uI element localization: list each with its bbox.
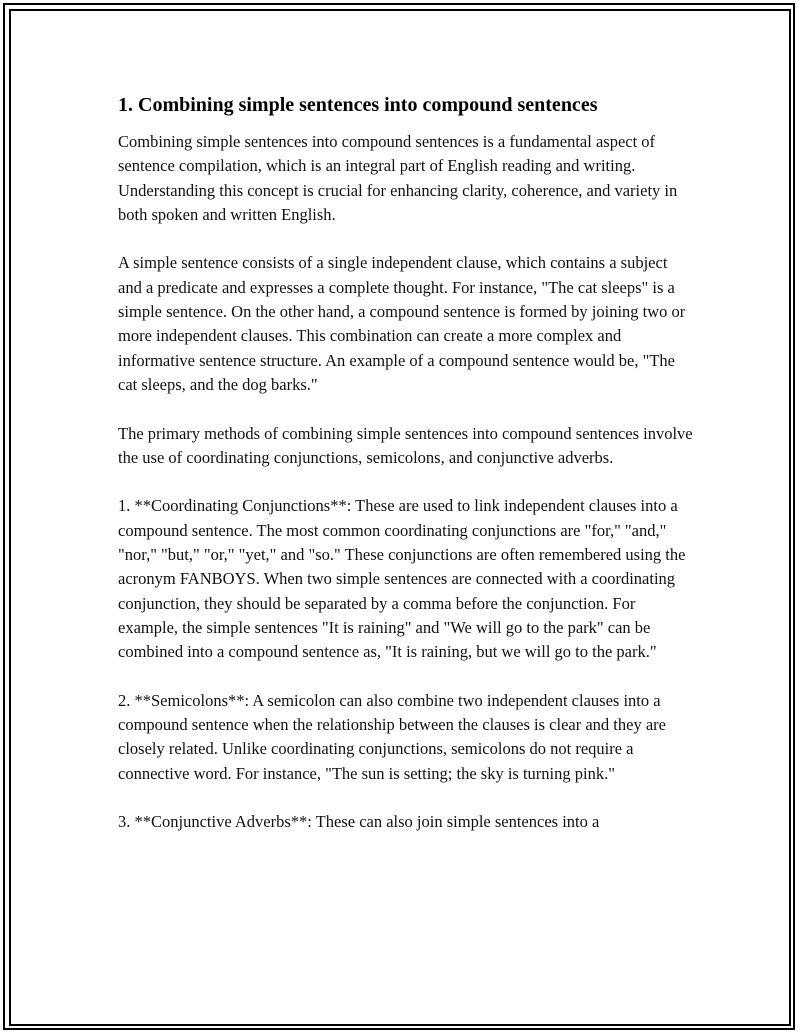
section-heading: 1. Combining simple sentences into compound sentences bbox=[118, 94, 598, 116]
paragraph-coordinating-conjunctions: 1. **Coordinating Conjunctions**: These are used to link independent clauses into a compound sentence. The most common coordinating conjunctions are "for," "and," "nor," "but," "or," "yet," and "so." These conjunctions are often remembered using the acronym FANBOYS. When two simple sentences are connected with a coordinating conjunction, they should be separated by a comma before the conjunction. For example, the simple sentences "It is raining" and "We will go to the park" can be combined into a compound sentence as, "It is raining, but we will go to the park." bbox=[118, 496, 686, 662]
paragraph-intro: Combining simple sentences into compound sentences is a fundamental aspect of sentence compilation, which is an integral part of English reading and writing. Understanding this concept is crucial for enhancing clarity, coherence, and variety in both spoken and written English. bbox=[118, 132, 678, 224]
paragraph-conjunctive-adverbs: 3. **Conjunctive Adverbs**: These can also join simple sentences into a bbox=[118, 812, 600, 832]
document-body bbox=[118, 92, 693, 859]
paragraph-simple-vs-compound: A simple sentence consists of a single independent clause, which contains a subject and a predicate and expresses a complete thought. For instance, "The cat sleeps" is a simple sentence. On the other hand, a compound sentence is formed by joining two or more independent clauses. This combination can create a more complex and informative sentence structure. An example of a compound sentence would be, "The cat sleeps, and the dog barks." bbox=[118, 253, 686, 394]
paragraph-primary-methods: The primary methods of combining simple sentences into compound sentences involve the use of coordinating conjunctions, semicolons, and conjunctive adverbs. bbox=[118, 423, 693, 467]
paragraph-semicolons: 2. **Semicolons**: A semicolon can also combine two independent clauses into a compound sentence when the relationship between the clauses is clear and they are closely related. Unlike coordinating conjunctions, semicolons do not require a connective word. For instance, "The sun is setting; the sky is turning pink." bbox=[118, 690, 666, 783]
